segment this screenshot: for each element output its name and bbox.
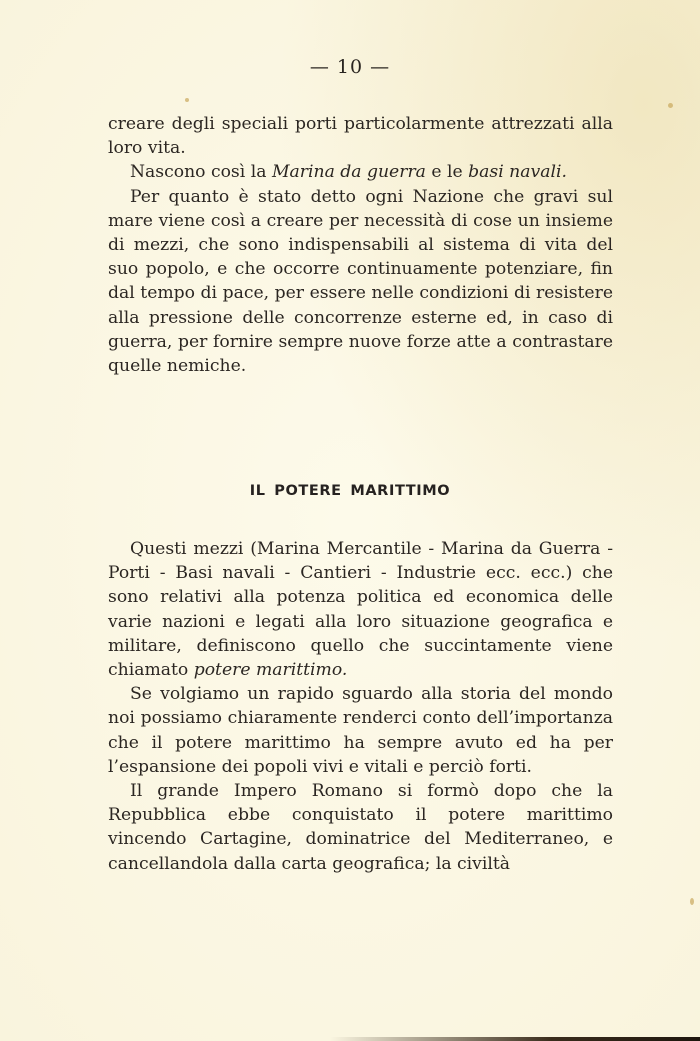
paragraph bbox=[108, 537, 613, 682]
text-run: Il grande Impero Romano si formò dopo che la Repubblica ebbe conquistato il potere marittimo vincendo Cartagine, dominatrice del Mediterraneo, e cancellandola dalla carta geografica; la civiltà bbox=[108, 781, 613, 874]
paper-speck bbox=[185, 98, 189, 102]
body-text-block-1 bbox=[108, 112, 613, 378]
section-heading: IL POTERE MARITTIMO bbox=[249, 483, 451, 499]
text-run: Se volgiamo un rapido sguardo alla storia del mondo noi possiamo chiaramente renderci conto dell’importanza che il potere marittimo ha sempre avuto ed ha per l’espansione dei popoli vivi e vitali e perciò forti. bbox=[108, 684, 613, 777]
text-run: Nascono così la bbox=[130, 162, 272, 183]
italic-term: Marina da guerra bbox=[271, 162, 426, 183]
text-run: e le bbox=[425, 162, 469, 183]
text-run: creare degli speciali porti particolarmente attrezzati alla loro vita. bbox=[108, 114, 613, 159]
text-run: Questi mezzi (Marina Mercantile - Marina da Guerra - Porti - Basi navali - Cantieri - Industrie ecc. ecc.) che sono relativi alla potenza politica ed economica delle varie nazioni e legati alla loro situazione geografica e militare, definiscono quello che succintamente viene chiamato bbox=[108, 539, 613, 681]
page-number: — 10 — bbox=[309, 56, 391, 78]
paragraph bbox=[108, 160, 613, 184]
paragraph bbox=[108, 112, 613, 160]
paper-speck bbox=[668, 103, 673, 108]
text-run: Per quanto è stato detto ogni Nazione che gravi sul mare viene così a creare per necessità di cose un insieme di mezzi, che sono indispensabili al sistema di vita del suo popolo, e che occorre continuamente potenziare, fin dal tempo di pace, per essere nelle condizioni di resistere alla pressione delle concorrenze esterne ed, in caso di guerra, per fornire sempre nuove forze atte a contrastare quelle nemiche. bbox=[108, 186, 613, 377]
paragraph bbox=[108, 185, 613, 379]
paper-speck bbox=[690, 898, 694, 905]
italic-term: potere marittimo. bbox=[193, 660, 348, 681]
paragraph bbox=[108, 682, 613, 779]
paragraph bbox=[108, 779, 613, 876]
italic-term: basi navali. bbox=[468, 162, 567, 183]
body-text-block-2 bbox=[108, 537, 613, 876]
page-bottom-edge bbox=[330, 1037, 700, 1041]
